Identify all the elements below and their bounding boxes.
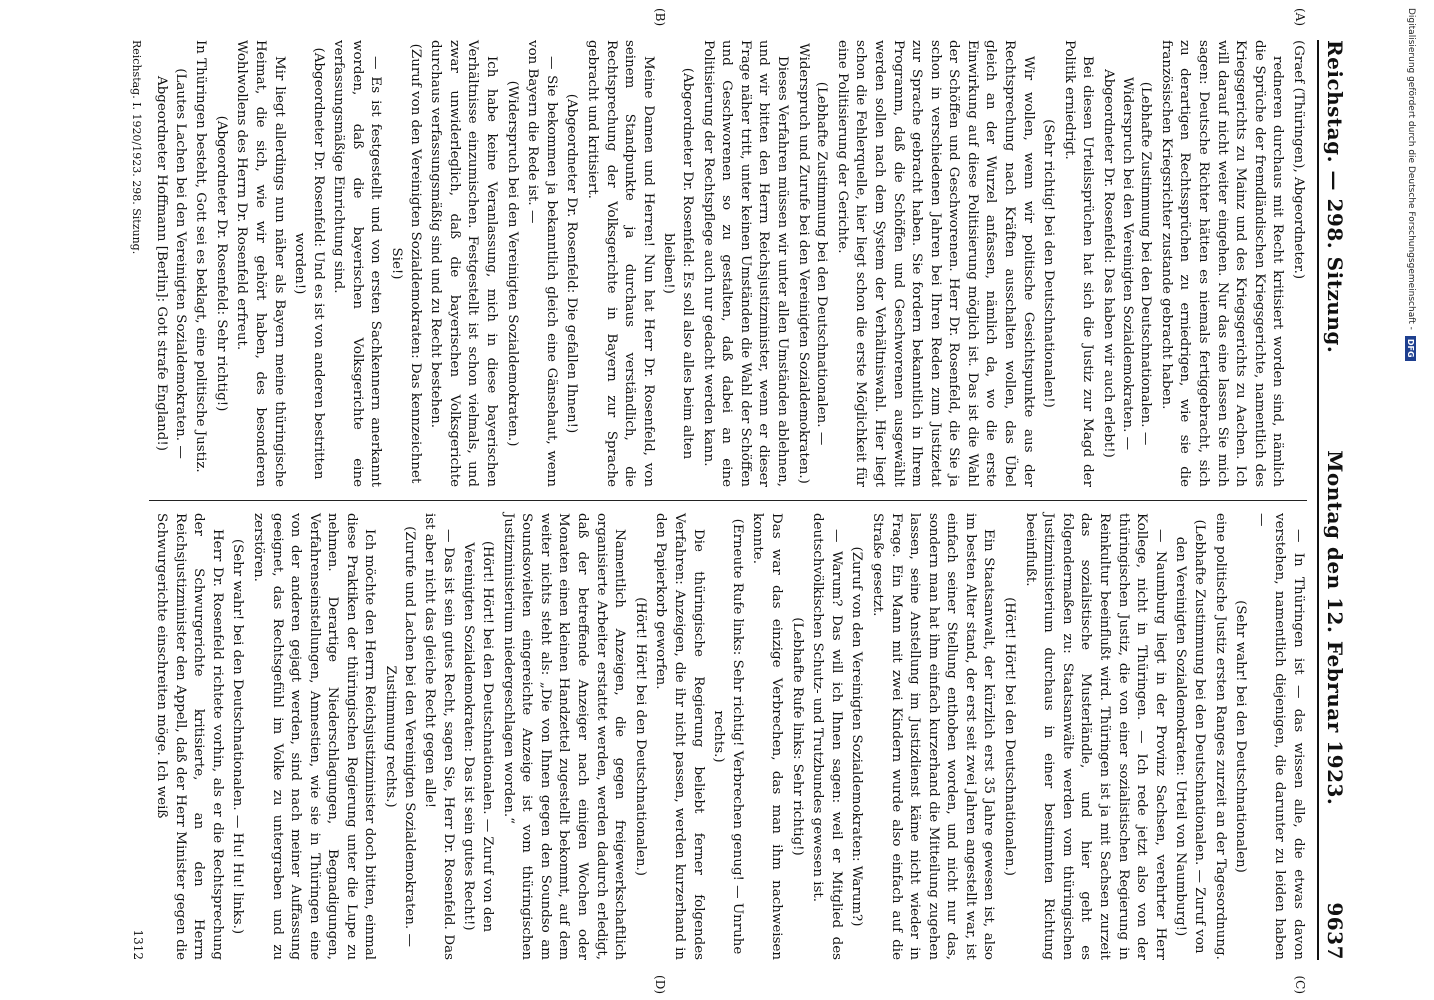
- right-column-paragraph: Herr Dr. Rosenfeld richtete vorhin, als er die Rechtsprechung der Schwurgerichte kritisierte, an den Herrn Reichsjustizminister den Appell, daß der Herr Minister gegen die Schwurgerichte einschreiten möge. Ich weiß: [153, 513, 225, 960]
- left-column-paragraph: (Abgeordneter Dr. Rosenfeld: Sehr richtig!): [213, 115, 229, 412]
- left-column-paragraph: redneren durchaus mit Recht kritisiert worden sind, nämlich die Sprüche der fremdländischen Kriegsgerichte, namentlich des Kriegsgerichts zu Mainz und des Kriegsgerichts zu Aachen. Ich will darauf nicht weiter eingehen. Nur das eine lassen Sie mich sagen: Deutsche Richter hätten es niemals fertiggebracht, sich zu derartigen Rechtssprüchen zu erniedrigen, wie sie die französischen Kriegsrichter zustande gebracht haben.: [1158, 40, 1286, 487]
- page-number: 9637: [1323, 902, 1347, 960]
- right-column-paragraph: — Warum? Das will ich Ihnen sagen: weil er Mitglied des deutschvölkischen Schutz- und Trutzbundes gewesen ist.: [810, 513, 844, 960]
- right-column-paragraph: Ein Staatsanwalt, der kürzlich erst 35 Jahre gewesen ist, also im besten Alter stand, der erst seit zwei Jahren angestellt war, ist einfach seiner Stellung enthoben worden, und nicht nur das, sondern man hat ihm einfach kurzerhand die Mitteilung zugehen lassen, seine Anstellung im Justizdienst käme nicht wieder in Frage. Ein Mann mit zwei Kindern wurde also einfach auf die Straße gesetzt.: [869, 513, 997, 960]
- left-column-paragraph: (Abgeordneter Dr. Rosenfeld: Es soll also alles beim alten bleiben!): [661, 67, 695, 460]
- left-column-paragraph: (Zuruf von den Vereinigten Sozialdemokraten: Das kennzeichnet Sie!): [389, 43, 423, 484]
- right-column-paragraph: (Lebhafte Rufe links: Sehr richtig!): [789, 617, 805, 856]
- right-column-paragraph: — Naumburg liegt in der Provinz Sachsen, verehrter Herr Kollege, nicht in Thüringen. — Ich rede jetzt also von der thüringischen Justiz, die von einer sozialistischen Regierung in Reinkultur beeinflußt wird. Thüringen ist ja mit Sachsen zurzeit das sozialistische Musterländle, und hier geht es folgendermaßen zu: Staatsanwälte werden vom thüringischen Justizministerium durchaus in einer bestimmten Richtung beeinflußt.: [1022, 513, 1168, 960]
- left-column-paragraph: In Thüringen besteht, Gott sei es beklagt, eine politische Justiz.: [193, 40, 209, 473]
- column-divider: [149, 500, 1307, 501]
- digitization-note-text: Digitalisierung gefördert durch die Deutsche Forschungsgemeinschaft -: [1406, 8, 1416, 330]
- left-column-paragraph: — Es ist festgestellt und von ersten Sachkennern anerkannt worden, daß die bayerischen Volksgerichte eine verfassungsmäßige Einrichtung sind.: [331, 40, 384, 487]
- rotated-page-scan: [67, 0, 1367, 1000]
- left-column-paragraph: (Graef (Thüringen), Abgeordneter.): [1291, 40, 1306, 280]
- right-column-paragraph: (Zurufe und Lachen bei den Vereinigten Sozialdemokraten. — Zustimmung rechts.): [383, 526, 417, 947]
- footer-left: Reichstag. I. 1920/1923. 298. Sitzung.: [130, 40, 144, 255]
- right-column-paragraph: (Hört! Hört! bei den Deutschnationalen.): [1002, 597, 1018, 876]
- left-column: [149, 40, 1307, 487]
- text-columns: [149, 8, 1307, 994]
- margin-marker-d: (D): [653, 975, 667, 994]
- right-column-paragraph: Die thüringische Regierung beliebt ferner folgendes Verfahren: Anzeigen, die ihr nicht passen, werden kurzerhand in den Papierkorb geworfen.: [653, 513, 706, 960]
- right-column-paragraph: (Sehr wahr! bei den Deutschnationalen): [1233, 600, 1249, 873]
- digitization-note: [1404, 8, 1418, 988]
- left-column-paragraph: Mir liegt allerdings nun näher als Bayern meine thüringische Heimat, die sich, wie wir gehört haben, des besonderen Wohlwollens des Herrn Dr. Rosenfeld erfreut.: [234, 40, 287, 487]
- header-date: Montag den 12. Februar 1923.: [1323, 450, 1347, 806]
- dfg-logo: DFG: [1406, 336, 1417, 361]
- left-column-paragraph: (Widerspruch bei den Vereinigten Sozialdemokraten.): [504, 80, 520, 447]
- left-column-paragraph: — Sie bekommen ja bekanntlich gleich eine Gänsehaut, wenn von Bayern die Rede ist. —: [525, 40, 559, 487]
- right-column-paragraph: Das war das einzige Verbrechen, das man ihm nachweisen konnte.: [750, 513, 784, 960]
- left-column-paragraph: Dieses Verfahren müssen wir unter allen Umständen ablehnen, und wir bitten den Herrn Reichsjustizminister, wenn er dieser Frage näher tritt, unter keinen Umständen die Wahl der Schöffen und Geschworenen so zu gestalten, daß dabei an eine Politisierung der Rechtspflege auch nur gedacht werden kann.: [700, 40, 790, 487]
- margin-marker-b: (B): [653, 8, 667, 27]
- right-column-paragraph: (Erneute Rufe links: Sehr richtig! Verbrechen genug! — Unruhe rechts.): [711, 518, 745, 955]
- right-column-paragraph: (Zuruf von den Vereinigten Sozialdemokraten: Warum?): [849, 546, 865, 927]
- right-column-paragraph: Ich möchte den Herrn Reichsjustizminister doch bitten, einmal diese Praktiken der thüringischen Regierung unter die Lupe zu nehmen. Derartige Niederschlagungen, Begnadigungen, Verfahrenseinstellungen, Amnestien, wie sie in Thüringen eine von der anderen gejagt werden, sind nach meiner Auffassung geeignet, das Rechtsgefühl im Volke zu untergraben und zu zerstören.: [250, 513, 378, 960]
- right-column-paragraph: (Lebhafte Zustimmung bei den Deutschnationalen. — Zuruf von den Vereinigten Sozialdemokraten: Urteil von Naumburg!): [1173, 519, 1208, 954]
- right-column-paragraph: (Hört! Hört! bei den Deutschnationalen.): [632, 597, 648, 876]
- right-column: [149, 513, 1307, 960]
- right-column-paragraph: — Das ist sein gutes Recht, sagen Sie, Herr Dr. Rosenfeld. Das ist aber nicht das gleiche Recht gegen alle!: [422, 513, 456, 960]
- left-column-paragraph: Meine Damen und Herren! Nun hat Herr Dr. Rosenfeld, von seinem Standpunkte ja durchaus verständlich, die Rechtsprechung der Volksgerichte in Bayern zur Sprache gebracht und kritisiert.: [585, 40, 656, 487]
- right-column-paragraph: (Hört! Hört! bei den Deutschnationalen. — Zuruf von den Vereinigten Sozialdemokraten: Das ist sein gutes Recht!): [461, 540, 496, 933]
- left-column-paragraph: (Lebhafte Zustimmung bei den Deutschnationalen. — Widerspruch und Zurufe bei den Vereinigten Sozialdemokraten.): [795, 43, 830, 484]
- left-column-paragraph: (Sehr richtig! bei den Deutschnationalen!): [1041, 119, 1057, 408]
- margin-marker-a: (A): [1293, 8, 1307, 27]
- right-column-paragraph: eine politische Justiz ersten Ranges zurzeit an der Tagesordnung.: [1212, 513, 1228, 960]
- left-column-paragraph: Wir wollen, wenn wir politische Gesichtspunkte aus der Rechtsprechung nach Kräften ausschalten wollen, das Übel gleich an der Wurzel anfassen, nämlich da, wo die erste Einwirkung auf diese Politisierung möglich ist. Das ist die Wahl der Schöffen und Geschworenen. Herr Dr. Rosenfeld, die Sie ja schon in verschiedenen Jahren bei Ihren Reden zum Justizetat zur Sprache gebracht haben. Sie fordern bekanntlich in Ihrem Programm, daß die Schöffen und Geschworenen ausgewählt werden sollen nach dem System der Verhältniswahl. Hier liegt schon die Fehlerquelle, hier liegt schon die erste Möglichkeit für eine Politisierung der Gerichte.: [834, 40, 1036, 487]
- left-column-paragraph: (Abgeordneter Dr. Rosenfeld: Und es ist von anderen bestritten worden!): [292, 47, 326, 480]
- footer-page-code: 1312: [131, 929, 146, 960]
- right-column-paragraph: (Sehr wahr! bei den Deutschnationalen. — Hu! Hu! links.): [230, 538, 246, 935]
- left-column-paragraph: (Abgeordneter Dr. Rosenfeld: Die gefallen Ihnen!): [564, 93, 580, 434]
- margin-marker-c: (C): [1293, 975, 1307, 994]
- right-column-paragraph: — In Thüringen ist — das wissen alle, die etwas davon verstehen, namentlich diejenigen, die darunter zu leiden haben —: [1253, 513, 1306, 960]
- left-column-paragraph: (Lautes Lachen bei den Vereinigten Sozialdemokraten. — Abgeordneter Hoffmann [Berlin]: Gott strafe England!): [153, 68, 188, 459]
- page-header: [1317, 40, 1347, 960]
- left-column-paragraph: (Lebhafte Zustimmung bei den Deutschnationalen. — Widerspruch bei den Vereinigten Sozialdemokraten. — Abgeordneter Dr. Rosenfeld: Das haben wir auch erlebt!): [1101, 69, 1154, 458]
- left-column-paragraph: Ich habe keine Veranlassung, mich in diese bayerischen Verhältnisse einzumischen. Festgestellt ist schon vielmals, und zwar unwiderleglich, daß die bayerischen Volksgerichte durchaus verfassungsmäßig sind und zu Recht bestehen.: [428, 40, 500, 487]
- right-column-paragraph: Namentlich Anzeigen, die gegen freigewerkschaftlich organisierte Arbeiter erstattet werden, werden dadurch erledigt, daß der betreffende Anzeiger nach einigen Wochen oder Monaten einen kleinen Handzettel zugestellt bekommt, auf dem weiter nichts steht als: „Die von Ihnen gegen den Soundso am Soundsovielten eingereichte Anzeige ist vom thüringischen Justizministerium niedergeschlagen worden.“: [500, 513, 628, 960]
- header-left: Reichstag. — 298. Sitzung.: [1323, 40, 1347, 354]
- left-column-paragraph: Bei diesen Urteilssprüchen hat sich die Justiz zur Magd der Politik erniedrigt.: [1061, 40, 1096, 487]
